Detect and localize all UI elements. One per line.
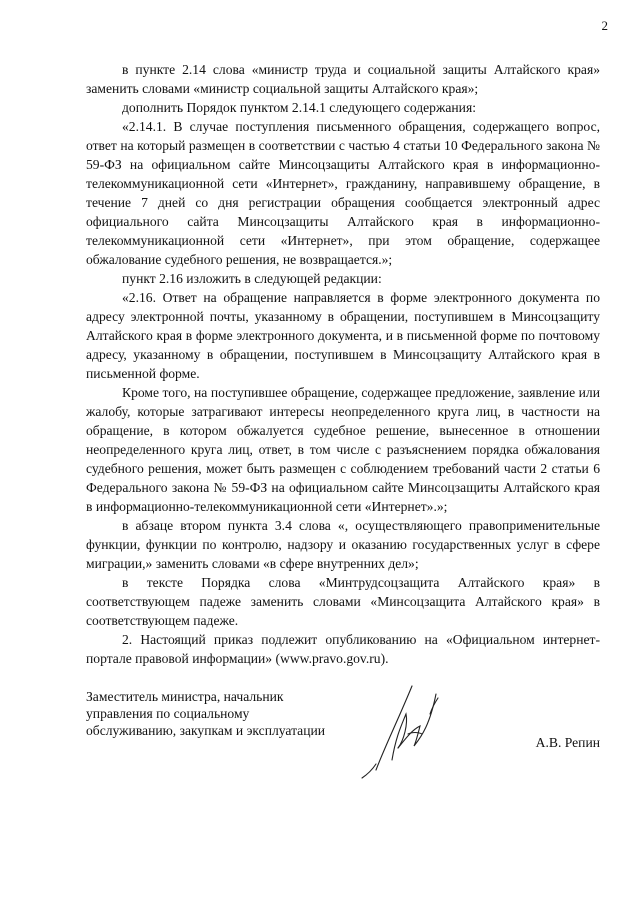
page-number: 2	[601, 18, 608, 33]
document-body	[86, 60, 600, 668]
handwritten-signature	[346, 674, 476, 784]
paragraph-7: в абзаце втором пункта 3.4 слова «, осуществляющего правоприменительные функции, функции по контролю, надзору и оказанию государственных услуг в сфере миграции,» заменить словами «в сфере внутренних дел»;	[86, 518, 600, 571]
paragraph-2: дополнить Порядок пунктом 2.14.1 следующего содержания:	[122, 100, 476, 115]
signatory-title: Заместитель министра, начальник управления по социальному обслуживанию, закупкам и эксплуатации	[86, 689, 326, 738]
paragraph-8: в тексте Порядка слова «Минтрудсоцзащита Алтайского края» в соответствующем падеже заменить словами «Минсоцзащита Алтайского края» в соответствующем падеже.	[86, 575, 600, 628]
paragraph-9: 2. Настоящий приказ подлежит опубликованию на «Официальном интернет-портале правовой информации» (www.pravo.gov.ru).	[86, 632, 600, 666]
paragraph-6: Кроме того, на поступившее обращение, содержащее предложение, заявление или жалобу, которые затрагивают интересы неопределенного круга лиц, в частности на обращение, в котором обжалуется судебное решение, вынесенное в отношении неопределенного круга лиц, ответ, в том числе с разъяснением порядка обжалования судебного решения, может быть размещен с соблюдением требований части 2 статьи 6 Федерального закона № 59-ФЗ на официальном сайте Минсоцзащиты Алтайского края в информационно-телекоммуникационной сети «Интернет».»;	[86, 385, 600, 514]
paragraph-5: «2.16. Ответ на обращение направляется в форме электронного документа по адресу электронной почты, указанному в обращении, поступившем в Минсоцзащиту Алтайского края в форме электронного документа, и в письменной форме по почтовому адресу, указанному в обращении, поступившем в Минсоцзащиту Алтайского края в письменной форме.	[86, 290, 600, 381]
paragraph-4: пункт 2.16 изложить в следующей редакции:	[122, 271, 382, 286]
signatory-name: А.В. Репин	[535, 735, 600, 750]
paragraph-1: в пункте 2.14 слова «министр труда и социальной защиты Алтайского края» заменить словами «министр социальной защиты Алтайского края»;	[86, 62, 600, 96]
signature-block	[86, 688, 600, 778]
paragraph-3: «2.14.1. В случае поступления письменного обращения, содержащего вопрос, ответ на который размещен в соответствии с частью 4 статьи 10 Федерального закона № 59-ФЗ на официальном сайте Минсоцзащиты Алтайского края в информационно-телекоммуникационной сети «Интернет», гражданину, направившему обращение, в течение 7 дней со дня регистрации обращения сообщается электронный адрес официального сайта Минсоцзащиты Алтайского края в информационно-телекоммуникационной сети «Интернет», при этом обращение, содержащее обжалование судебного решения, не возвращается.»;	[86, 119, 600, 267]
